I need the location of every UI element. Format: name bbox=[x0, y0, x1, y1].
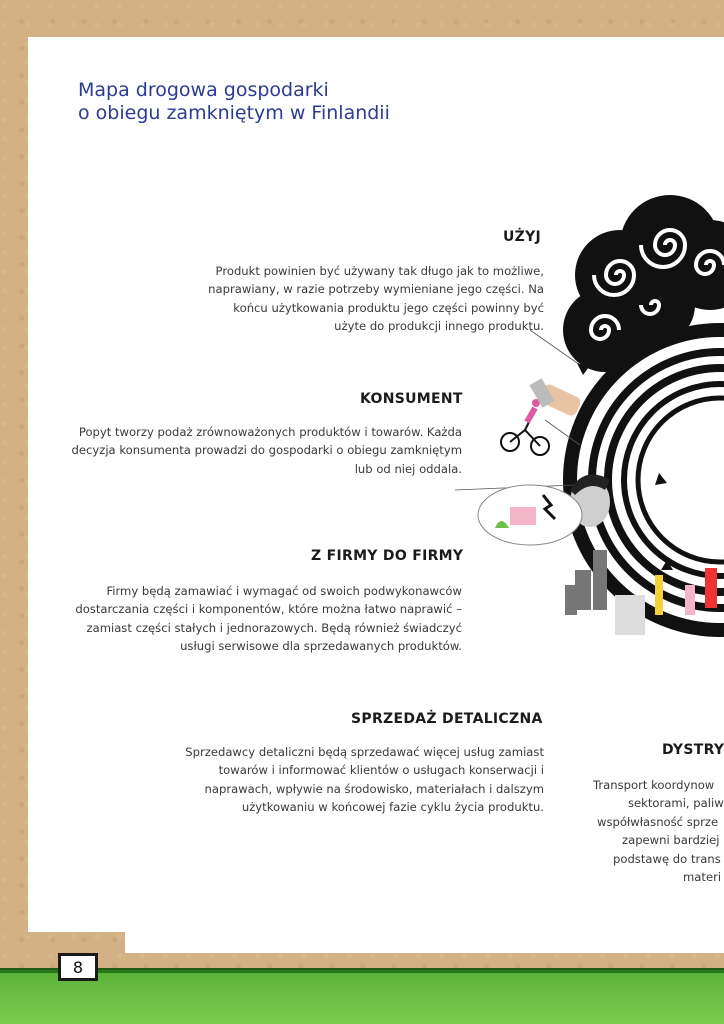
paragraph-line: Firmy będą zamawiać i wymagać od swoich podwykonawców bbox=[106, 584, 462, 598]
heading-dystrybucja: DYSTRY bbox=[662, 742, 724, 758]
heading-sprzedaz: SPRZEDAŻ DETALICZNA bbox=[351, 711, 543, 727]
paragraph-line: dostarczania części i komponentów, które można łatwo naprawić – bbox=[75, 602, 462, 617]
paragraph-line: użytkowaniu w końcowej fazie cyklu życia produktu. bbox=[241, 800, 544, 815]
paragraph-line: Sprzedawcy detaliczni będą sprzedawać więcej usług zamiast bbox=[185, 745, 544, 759]
footer-grass-band bbox=[0, 970, 724, 1024]
paragraph-line: decyzja konsumenta prowadzi do gospodarki o obiegu zamkniętym bbox=[71, 443, 462, 458]
paragraph-line: Popyt tworzy podaż zrównoważonych produktów i towarów. Każda bbox=[78, 425, 462, 439]
cyclist-icon bbox=[501, 399, 549, 455]
heading-uzyj: UŻYJ bbox=[503, 229, 542, 245]
paragraph-line: Transport koordynow bbox=[593, 778, 715, 792]
page-title bbox=[78, 79, 390, 125]
paragraph-line: materi bbox=[683, 870, 722, 885]
paragraph-line: towarów i informować klientów o usługach konserwacji i bbox=[218, 763, 544, 778]
paragraph-line: Produkt powinien być używany tak długo jak to możliwe, bbox=[215, 264, 544, 278]
paragraph-line: użyte do produkcji innego produktu. bbox=[334, 319, 544, 334]
page-title-line-2: o obiegu zamkniętym w Finlandii bbox=[78, 102, 390, 124]
spiral-tree-artwork bbox=[455, 190, 724, 655]
speech-bubble-icon bbox=[478, 485, 582, 545]
paragraph-line: zapewni bardziej bbox=[622, 833, 720, 848]
paragraph-dystrybucja bbox=[593, 776, 724, 886]
heading-firmy: Z FIRMY DO FIRMY bbox=[311, 548, 464, 564]
page-number: 8 bbox=[58, 953, 98, 981]
paragraph-line: sektorami, paliw bbox=[628, 796, 724, 811]
paragraph-sprzedaz bbox=[185, 743, 544, 817]
paragraph-line: lub od niej oddala. bbox=[354, 461, 462, 476]
paragraph-line: podstawę do trans bbox=[613, 851, 721, 866]
paragraph-line: zamiast części stałych i jednorazowych. Będą również świadczyć bbox=[86, 620, 462, 635]
paragraph-line: naprawiany, w razie potrzeby wymieniane jego części. Na bbox=[208, 282, 544, 297]
paragraph-firmy bbox=[75, 582, 462, 656]
paragraph-line: usługi serwisowe dla sprzedawanych produktów. bbox=[180, 639, 462, 654]
heading-konsument: KONSUMENT bbox=[360, 391, 463, 407]
page-sheet-tail bbox=[125, 925, 724, 953]
paragraph-konsument bbox=[72, 423, 462, 478]
hand-phone-icon bbox=[529, 378, 582, 417]
page-title-line-1: Mapa drogowa gospodarki bbox=[78, 79, 329, 101]
paragraph-line: końcu użytkowania produktu jego części powinny być bbox=[233, 300, 544, 315]
circular-economy-illustration bbox=[455, 190, 724, 655]
paragraph-line: naprawach, wpływie na środowisko, materiałach i dalszym bbox=[204, 781, 544, 796]
paragraph-line: współwłasność sprze bbox=[597, 814, 719, 829]
